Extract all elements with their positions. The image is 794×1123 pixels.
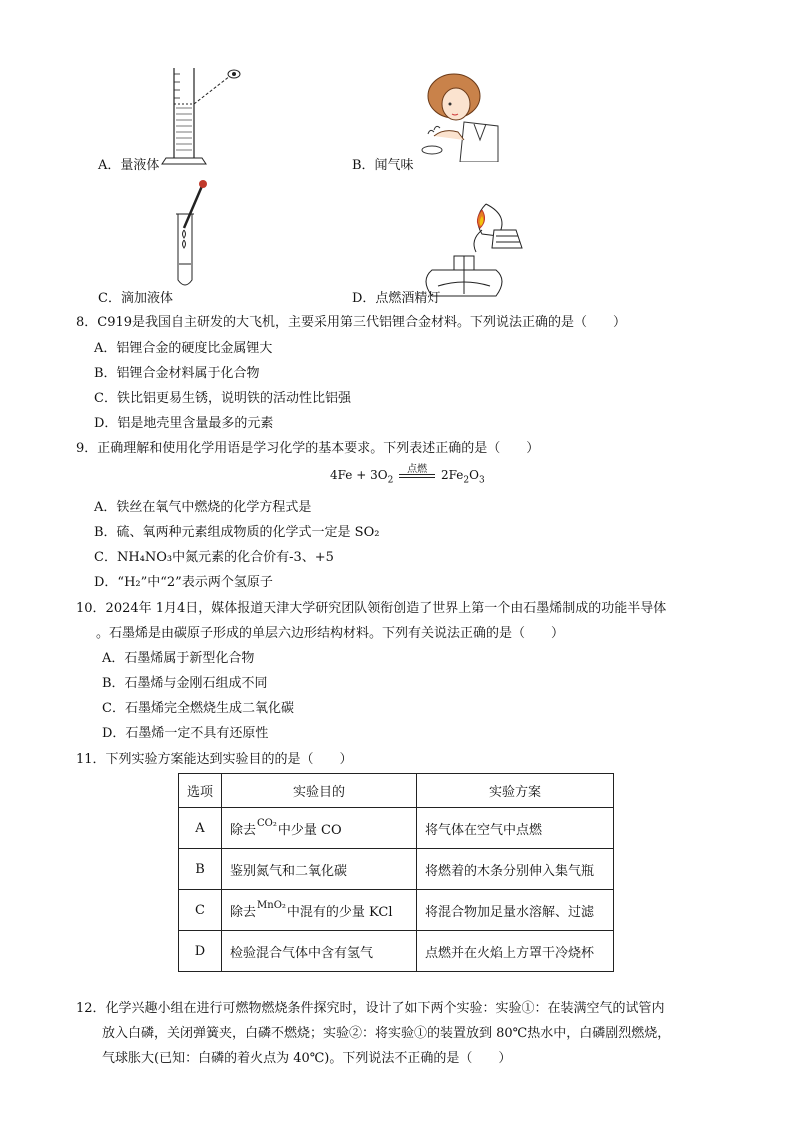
header-option: 选项 — [179, 774, 222, 808]
q10-option-b: B．石墨烯与金刚石组成不同 — [102, 676, 268, 691]
table-row — [179, 808, 614, 849]
row-purpose: 鉴别氮气和二氧化碳 — [222, 849, 417, 890]
q7-option-d: D．点燃酒精灯 — [352, 291, 441, 306]
table-header-row — [179, 774, 614, 808]
q9-option-c: C．NH₄NO₃中氮元素的化合价有-3、+5 — [94, 550, 334, 565]
q8-option-b: B．铝锂合金材料属于化合物 — [94, 366, 260, 381]
row-option: B — [179, 849, 222, 890]
q7-option-c: C．滴加液体 — [98, 291, 173, 306]
row-plan: 将气体在空气中点燃 — [417, 808, 614, 849]
header-plan: 实验方案 — [417, 774, 614, 808]
dropper-test-tube-figure — [170, 178, 210, 294]
question-12-line3: 气球胀大(已知：白磷的着火点为 40℃)。下列说法不正确的是（ ） — [102, 1051, 512, 1066]
q7-option-a: A．量液体 — [98, 158, 160, 173]
row-option: C — [179, 890, 222, 931]
smelling-gas-figure — [414, 70, 500, 162]
q9-option-a: A．铁丝在氧气中燃烧的化学方程式是 — [94, 500, 312, 515]
q7-option-b: B．闻气味 — [352, 158, 414, 173]
chemical-equation: $4Fe + 3O_2$ 点燃 $2Fe_2O_3$ — [330, 468, 485, 485]
row-plan: 点燃并在火焰上方罩干冷烧杯 — [417, 931, 614, 972]
q10-option-a: A．石墨烯属于新型化合物 — [102, 651, 255, 666]
question-11-stem: 11．下列实验方案能达到实验目的的是（ ） — [76, 752, 353, 767]
row-option: A — [179, 808, 222, 849]
experiment-table — [178, 773, 614, 972]
q9-option-d: D．“H₂”中“2”表示两个氢原子 — [94, 575, 273, 590]
q10-option-d: D．石墨烯一定不具有还原性 — [102, 726, 269, 741]
row-purpose: 除去$^{CO_2}$中少量 CO — [222, 808, 417, 849]
question-10-stem-line2: 。石墨烯是由碳原子形成的单层六边形结构材料。下列有关说法正确的是（ ） — [96, 626, 565, 641]
table-row — [179, 890, 614, 931]
row-purpose: 检验混合气体中含有氢气 — [222, 931, 417, 972]
question-10-stem-line1: 10．2024年 1月4日，媒体报道天津大学研究团队领衔创造了世界上第一个由石墨烯制成的功能半导体 — [76, 601, 667, 616]
reaction-condition: 点燃 — [407, 463, 428, 475]
question-8-stem: 8．C919是我国自主研发的大飞机，主要采用第三代铝锂合金材料。下列说法正确的是（ ） — [76, 315, 627, 330]
q8-option-c: C．铁比铝更易生锈，说明铁的活动性比铝强 — [94, 391, 351, 406]
table-row — [179, 849, 614, 890]
question-9-stem: 9．正确理解和使用化学用语是学习化学的基本要求。下列表述正确的是（ ） — [76, 441, 540, 456]
question-12-line2: 放入白磷，关闭弹簧夹，白磷不燃烧；实验②：将实验①的装置放到 80℃热水中，白磷剧烈燃烧， — [102, 1026, 671, 1041]
graduated-cylinder-figure — [160, 64, 250, 168]
header-purpose: 实验目的 — [222, 774, 417, 808]
row-plan: 将混合物加足量水溶解、过滤 — [417, 890, 614, 931]
q8-option-d: D．铝是地壳里含量最多的元素 — [94, 416, 274, 431]
row-purpose: 除去$^{MnO_2}$中混有的少量 KCl — [222, 890, 417, 931]
q9-option-b: B．硫、氧两种元素组成物质的化学式一定是 SO₂ — [94, 525, 380, 540]
q10-option-c: C．石墨烯完全燃烧生成二氧化碳 — [102, 701, 294, 716]
question-12-line1: 12．化学兴趣小组在进行可燃物燃烧条件探究时，设计了如下两个实验：实验①：在装满空气的试管内 — [76, 1001, 665, 1016]
row-plan: 将燃着的木条分别伸入集气瓶 — [417, 849, 614, 890]
row-option: D — [179, 931, 222, 972]
table-row — [179, 931, 614, 972]
q8-option-a: A．铝锂合金的硬度比金属锂大 — [94, 341, 273, 356]
